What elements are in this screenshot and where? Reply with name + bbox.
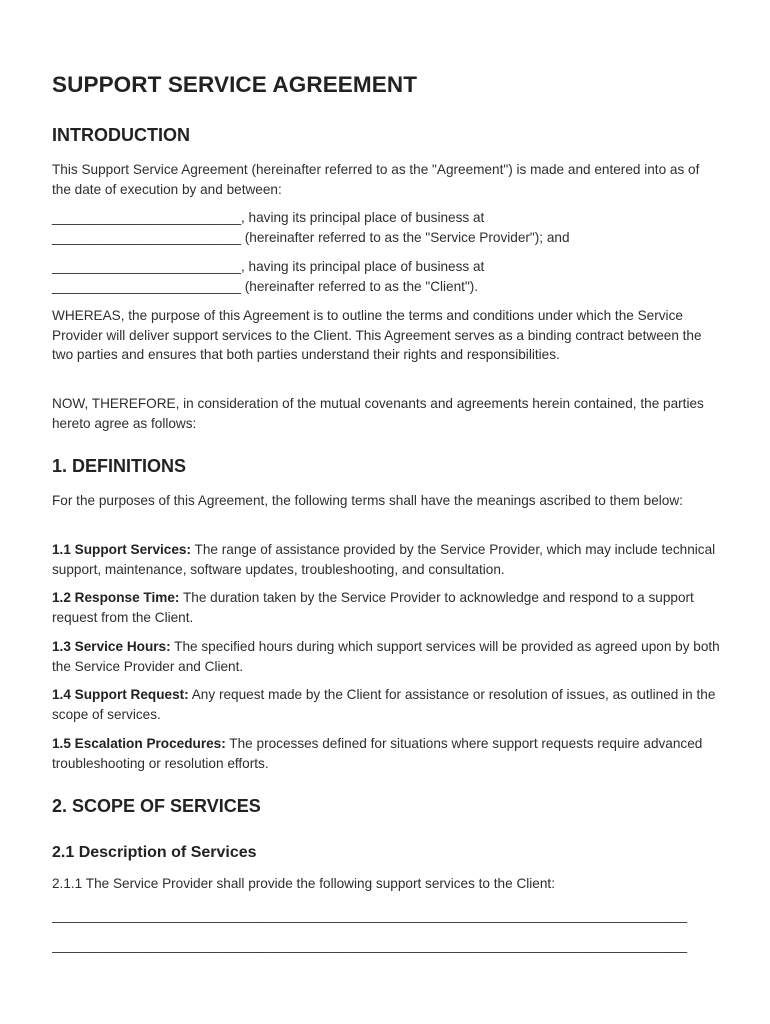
definition-text: The range of assistance provided by the Service Provider, which may include technical support, maintenance, software updates, troubleshooting, and consultation.: [52, 542, 716, 577]
definition-term: 1.3 Service Hours:: [52, 639, 171, 654]
party-one-line-2: _________________________ (hereinafter referred to as the "Service Provider"); and: [52, 229, 570, 245]
definition-term: 1.2 Response Time:: [52, 590, 180, 605]
party-two-line-1: _________________________, having its principal place of business at: [52, 259, 485, 274]
party-two-line-2: _________________________ (hereinafter referred to as the "Client").: [52, 278, 479, 294]
definition-text: The duration taken by the Service Provider to acknowledge and respond to a support request from the Client.: [52, 590, 694, 625]
definition-item: [52, 637, 722, 676]
definitions-intro: For the purposes of this Agreement, the following terms shall have the meanings ascribed to them below:: [52, 493, 683, 508]
definition-text: The processes defined for situations where support requests require advanced troubleshooting or resolution efforts.: [52, 736, 703, 771]
definition-text: Any request made by the Client for assistance or resolution of issues, as outlined in the scope of services.: [52, 687, 716, 722]
definition-term: 1.5 Escalation Procedures:: [52, 736, 226, 751]
definition-text: The specified hours during which support services will be provided as agreed upon by both the Service Provider and Client.: [52, 639, 720, 674]
scope-heading: 2. SCOPE OF SERVICES: [52, 796, 261, 816]
definition-item: [52, 588, 722, 627]
introduction-heading: INTRODUCTION: [52, 125, 190, 145]
definition-term: 1.4 Support Request:: [52, 687, 189, 702]
introduction-paragraph: This Support Service Agreement (hereinafter referred to as the "Agreement") is made and entered into as of the date of execution by and between:: [52, 162, 700, 197]
services-blank-line-2: ____________________________________________________________________________________: [52, 938, 688, 953]
services-blank-line-1: ____________________________________________________________________________________: [52, 908, 688, 923]
services-intro-paragraph: 2.1.1 The Service Provider shall provide the following support services to the Client:: [52, 876, 555, 891]
definition-item: [52, 540, 722, 579]
document-title: SUPPORT SERVICE AGREEMENT: [52, 72, 418, 97]
party-one-line-1: _________________________, having its principal place of business at: [52, 210, 485, 225]
party-one-block: [52, 208, 722, 247]
definition-item: [52, 685, 722, 724]
definition-term: 1.1 Support Services:: [52, 542, 192, 557]
definition-item: [52, 734, 722, 773]
party-two-block: [52, 257, 722, 296]
whereas-paragraph: WHEREAS, the purpose of this Agreement is to outline the terms and conditions under which the Service Provider will deliver support services to the Client. This Agreement serves as a binding contract between the two parties and ensures that both parties understand their rights and responsibilities.: [52, 308, 702, 362]
now-therefore-paragraph: NOW, THEREFORE, in consideration of the mutual covenants and agreements herein contained, the parties hereto agree as follows:: [52, 396, 704, 431]
definitions-heading: 1. DEFINITIONS: [52, 456, 187, 476]
description-of-services-heading: 2.1 Description of Services: [52, 844, 257, 861]
